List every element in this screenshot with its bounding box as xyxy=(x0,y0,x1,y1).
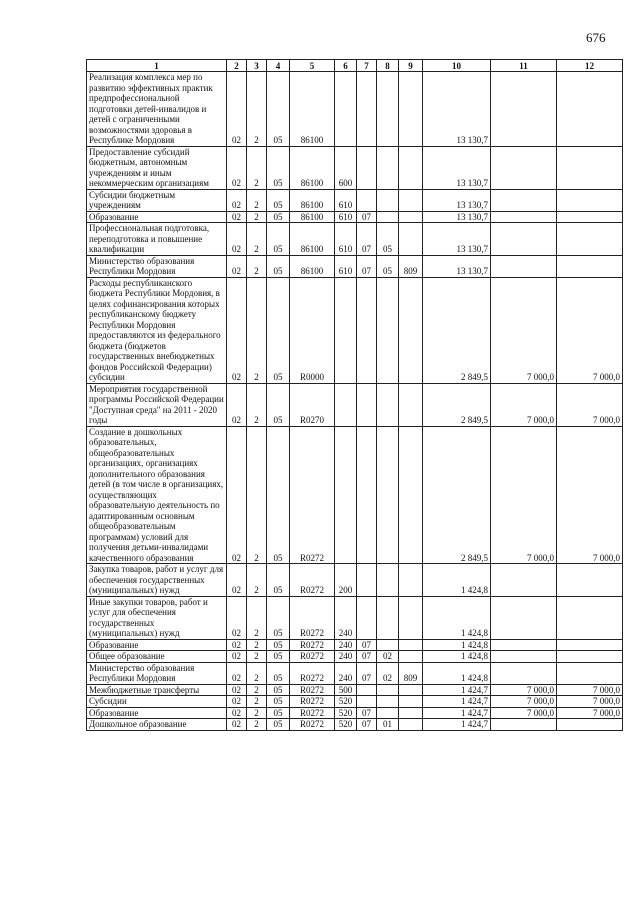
cell-code-8: 02 xyxy=(377,651,399,663)
cell-code-5: 86100 xyxy=(290,72,335,147)
cell-code-9 xyxy=(399,277,423,383)
cell-code-6 xyxy=(335,277,357,383)
cell-amount-10: 2 849,5 xyxy=(423,277,491,383)
cell-code-5: 86100 xyxy=(290,146,335,189)
row-name: Профессиональная подготовка, переподготовка и повышение квалификации xyxy=(87,223,227,256)
table-row xyxy=(87,223,623,256)
cell-code-2: 02 xyxy=(227,662,247,684)
cell-code-8 xyxy=(377,189,399,211)
table-row xyxy=(87,426,623,564)
cell-code-4: 05 xyxy=(267,684,290,696)
table-body xyxy=(87,72,623,731)
cell-code-2: 02 xyxy=(227,146,247,189)
cell-code-6: 610 xyxy=(335,211,357,223)
row-name: Общее образование xyxy=(87,651,227,663)
cell-code-3: 2 xyxy=(247,277,267,383)
cell-code-7: 07 xyxy=(357,211,377,223)
cell-amount-11 xyxy=(491,72,557,147)
cell-code-9 xyxy=(399,223,423,256)
cell-code-3: 2 xyxy=(247,707,267,719)
cell-code-7: 07 xyxy=(357,651,377,663)
cell-code-4: 05 xyxy=(267,223,290,256)
cell-amount-12 xyxy=(557,596,623,639)
cell-amount-12 xyxy=(557,564,623,597)
cell-code-6: 610 xyxy=(335,189,357,211)
cell-code-5: R0000 xyxy=(290,277,335,383)
cell-code-7 xyxy=(357,146,377,189)
cell-code-9 xyxy=(399,189,423,211)
cell-code-8 xyxy=(377,596,399,639)
cell-code-8 xyxy=(377,146,399,189)
row-name: Расходы республиканского бюджета Республики Мордовия, в целях софинансирования которых республиканскому бюджету Республики Мордовия предоставляются из федерального бюджета (бюджетов государственных внебюджетных фондов Российской Федерации) субсидии xyxy=(87,277,227,383)
cell-amount-11 xyxy=(491,564,557,597)
cell-amount-10: 2 849,5 xyxy=(423,426,491,564)
cell-code-4: 05 xyxy=(267,277,290,383)
row-name: Министерство образования Республики Мордовия xyxy=(87,255,227,277)
cell-code-8: 01 xyxy=(377,719,399,731)
cell-amount-11 xyxy=(491,146,557,189)
cell-amount-11 xyxy=(491,211,557,223)
cell-amount-10: 1 424,7 xyxy=(423,719,491,731)
cell-amount-12 xyxy=(557,72,623,147)
cell-code-6: 200 xyxy=(335,564,357,597)
row-name: Межбюджетные трансферты xyxy=(87,684,227,696)
row-name: Дошкольное образование xyxy=(87,719,227,731)
cell-code-7: 07 xyxy=(357,223,377,256)
row-name: Субсидии xyxy=(87,696,227,708)
cell-code-7 xyxy=(357,383,377,426)
cell-amount-12 xyxy=(557,255,623,277)
cell-code-2: 02 xyxy=(227,255,247,277)
table-row xyxy=(87,383,623,426)
header-cell: 2 xyxy=(227,60,247,72)
cell-amount-12: 7 000,0 xyxy=(557,277,623,383)
header-cell: 3 xyxy=(247,60,267,72)
cell-code-2: 02 xyxy=(227,596,247,639)
cell-code-4: 05 xyxy=(267,383,290,426)
row-name: Закупка товаров, работ и услуг для обеспечения государственных (муниципальных) нужд xyxy=(87,564,227,597)
cell-code-3: 2 xyxy=(247,426,267,564)
cell-code-9 xyxy=(399,383,423,426)
cell-code-8 xyxy=(377,426,399,564)
cell-amount-10: 1 424,7 xyxy=(423,696,491,708)
cell-amount-12 xyxy=(557,189,623,211)
cell-code-5: R0270 xyxy=(290,383,335,426)
cell-code-6 xyxy=(335,426,357,564)
cell-amount-11 xyxy=(491,651,557,663)
cell-code-7 xyxy=(357,564,377,597)
cell-amount-12 xyxy=(557,223,623,256)
cell-amount-10: 13 130,7 xyxy=(423,72,491,147)
cell-code-2: 02 xyxy=(227,426,247,564)
row-name: Создание в дошкольных образовательных, общеобразовательных организациях, организациях дополнительного образования детей (в том числе в организациях, осуществляющих образовательную деятельность по адаптированным основным общеобразовательным программам) условий для получения детьми-инвалидами качественного образования xyxy=(87,426,227,564)
cell-amount-12 xyxy=(557,662,623,684)
cell-code-8 xyxy=(377,639,399,651)
cell-code-9 xyxy=(399,146,423,189)
page-number: 676 xyxy=(586,30,606,45)
cell-code-2: 02 xyxy=(227,707,247,719)
table-row xyxy=(87,189,623,211)
row-name: Реализация комплекса мер по развитию эффективных практик предпрофессиональной подготовки детей-инвалидов и детей с ограниченными возможностями здоровья в Республике Мордовия xyxy=(87,72,227,147)
cell-code-6 xyxy=(335,72,357,147)
table-row xyxy=(87,719,623,731)
row-name: Образование xyxy=(87,211,227,223)
header-cell: 6 xyxy=(335,60,357,72)
cell-code-8 xyxy=(377,707,399,719)
cell-code-8 xyxy=(377,564,399,597)
cell-code-4: 05 xyxy=(267,426,290,564)
cell-amount-10: 1 424,8 xyxy=(423,662,491,684)
cell-amount-10: 1 424,8 xyxy=(423,651,491,663)
header-cell: 5 xyxy=(290,60,335,72)
table-row xyxy=(87,696,623,708)
cell-code-5: R0272 xyxy=(290,684,335,696)
cell-amount-12 xyxy=(557,651,623,663)
cell-code-6: 240 xyxy=(335,651,357,663)
cell-code-7: 07 xyxy=(357,707,377,719)
cell-code-7 xyxy=(357,72,377,147)
cell-code-7: 07 xyxy=(357,662,377,684)
cell-amount-11 xyxy=(491,223,557,256)
cell-code-9 xyxy=(399,596,423,639)
cell-amount-11: 7 000,0 xyxy=(491,426,557,564)
cell-code-2: 02 xyxy=(227,223,247,256)
cell-code-4: 05 xyxy=(267,146,290,189)
cell-amount-10: 2 849,5 xyxy=(423,383,491,426)
cell-code-7 xyxy=(357,696,377,708)
table-row xyxy=(87,596,623,639)
cell-amount-10: 1 424,7 xyxy=(423,707,491,719)
cell-code-9 xyxy=(399,719,423,731)
cell-code-2: 02 xyxy=(227,72,247,147)
cell-code-2: 02 xyxy=(227,639,247,651)
cell-amount-10: 13 130,7 xyxy=(423,146,491,189)
cell-code-2: 02 xyxy=(227,651,247,663)
cell-amount-11: 7 000,0 xyxy=(491,277,557,383)
cell-amount-11 xyxy=(491,596,557,639)
cell-code-4: 05 xyxy=(267,639,290,651)
cell-code-7 xyxy=(357,684,377,696)
table-row xyxy=(87,707,623,719)
cell-amount-11: 7 000,0 xyxy=(491,707,557,719)
table-row xyxy=(87,277,623,383)
cell-amount-10: 13 130,7 xyxy=(423,211,491,223)
cell-code-3: 2 xyxy=(247,383,267,426)
cell-code-5: 86100 xyxy=(290,223,335,256)
header-cell: 10 xyxy=(423,60,491,72)
cell-code-5: 86100 xyxy=(290,255,335,277)
cell-amount-11: 7 000,0 xyxy=(491,383,557,426)
cell-code-4: 05 xyxy=(267,211,290,223)
cell-amount-11 xyxy=(491,255,557,277)
cell-code-4: 05 xyxy=(267,255,290,277)
cell-code-8 xyxy=(377,383,399,426)
cell-code-5: R0272 xyxy=(290,719,335,731)
cell-code-7 xyxy=(357,277,377,383)
cell-code-9: 809 xyxy=(399,255,423,277)
cell-code-9: 809 xyxy=(399,662,423,684)
cell-code-5: 86100 xyxy=(290,211,335,223)
table-row xyxy=(87,211,623,223)
row-name: Иные закупки товаров, работ и услуг для обеспечения государственных (муниципальных) нужд xyxy=(87,596,227,639)
cell-code-5: R0272 xyxy=(290,596,335,639)
header-cell: 4 xyxy=(267,60,290,72)
table-row xyxy=(87,651,623,663)
cell-code-6: 240 xyxy=(335,639,357,651)
cell-amount-11 xyxy=(491,719,557,731)
cell-amount-12: 7 000,0 xyxy=(557,383,623,426)
cell-code-8: 05 xyxy=(377,223,399,256)
cell-code-6: 240 xyxy=(335,596,357,639)
cell-code-4: 05 xyxy=(267,707,290,719)
row-name: Субсидии бюджетным учреждениям xyxy=(87,189,227,211)
cell-amount-10: 1 424,7 xyxy=(423,684,491,696)
cell-code-9 xyxy=(399,211,423,223)
cell-code-4: 05 xyxy=(267,651,290,663)
cell-code-2: 02 xyxy=(227,189,247,211)
cell-code-5: 86100 xyxy=(290,189,335,211)
cell-code-9 xyxy=(399,707,423,719)
cell-code-2: 02 xyxy=(227,696,247,708)
cell-amount-10: 13 130,7 xyxy=(423,255,491,277)
cell-code-5: R0272 xyxy=(290,639,335,651)
cell-code-9 xyxy=(399,684,423,696)
cell-code-3: 2 xyxy=(247,189,267,211)
cell-amount-12: 7 000,0 xyxy=(557,426,623,564)
table-row xyxy=(87,146,623,189)
cell-amount-10: 13 130,7 xyxy=(423,189,491,211)
cell-code-4: 05 xyxy=(267,72,290,147)
cell-code-4: 05 xyxy=(267,564,290,597)
cell-code-4: 05 xyxy=(267,596,290,639)
cell-code-3: 2 xyxy=(247,146,267,189)
cell-amount-11: 7 000,0 xyxy=(491,684,557,696)
header-row xyxy=(87,60,623,72)
table-row xyxy=(87,684,623,696)
cell-code-4: 05 xyxy=(267,189,290,211)
cell-code-6: 610 xyxy=(335,223,357,256)
cell-code-3: 2 xyxy=(247,72,267,147)
cell-code-2: 02 xyxy=(227,277,247,383)
cell-code-8 xyxy=(377,277,399,383)
cell-amount-10: 13 130,7 xyxy=(423,223,491,256)
cell-code-9 xyxy=(399,639,423,651)
cell-code-8 xyxy=(377,684,399,696)
cell-amount-11: 7 000,0 xyxy=(491,696,557,708)
cell-amount-12 xyxy=(557,146,623,189)
cell-code-3: 2 xyxy=(247,639,267,651)
cell-code-2: 02 xyxy=(227,383,247,426)
cell-code-3: 2 xyxy=(247,719,267,731)
cell-code-6: 520 xyxy=(335,696,357,708)
header-cell: 12 xyxy=(557,60,623,72)
row-name: Мероприятия государственной программы Российской Федерации "Доступная среда" на 2011 - 2020 годы xyxy=(87,383,227,426)
cell-code-2: 02 xyxy=(227,719,247,731)
cell-code-7 xyxy=(357,596,377,639)
cell-code-4: 05 xyxy=(267,662,290,684)
cell-code-3: 2 xyxy=(247,596,267,639)
row-name: Образование xyxy=(87,639,227,651)
cell-code-2: 02 xyxy=(227,211,247,223)
cell-code-4: 05 xyxy=(267,696,290,708)
cell-amount-11 xyxy=(491,189,557,211)
header-cell: 1 xyxy=(87,60,227,72)
cell-code-6: 600 xyxy=(335,146,357,189)
cell-amount-12: 7 000,0 xyxy=(557,707,623,719)
cell-code-5: R0272 xyxy=(290,651,335,663)
cell-code-8 xyxy=(377,696,399,708)
cell-code-2: 02 xyxy=(227,684,247,696)
cell-code-3: 2 xyxy=(247,696,267,708)
table-row xyxy=(87,662,623,684)
cell-code-6: 610 xyxy=(335,255,357,277)
cell-code-6: 240 xyxy=(335,662,357,684)
cell-code-9 xyxy=(399,696,423,708)
cell-amount-10: 1 424,8 xyxy=(423,639,491,651)
cell-amount-10: 1 424,8 xyxy=(423,564,491,597)
cell-code-5: R0272 xyxy=(290,696,335,708)
row-name: Предоставление субсидий бюджетным, автономным учреждениям и иным некоммерческим организациям xyxy=(87,146,227,189)
row-name: Министерство образования Республики Мордовия xyxy=(87,662,227,684)
cell-code-7 xyxy=(357,189,377,211)
table-row xyxy=(87,639,623,651)
cell-code-5: R0272 xyxy=(290,662,335,684)
cell-amount-12: 7 000,0 xyxy=(557,696,623,708)
cell-code-8: 05 xyxy=(377,255,399,277)
cell-code-8: 02 xyxy=(377,662,399,684)
cell-code-9 xyxy=(399,564,423,597)
cell-amount-12 xyxy=(557,211,623,223)
cell-code-9 xyxy=(399,72,423,147)
cell-code-3: 2 xyxy=(247,255,267,277)
cell-code-8 xyxy=(377,211,399,223)
cell-code-6: 500 xyxy=(335,684,357,696)
cell-code-3: 2 xyxy=(247,211,267,223)
cell-code-8 xyxy=(377,72,399,147)
header-cell: 8 xyxy=(377,60,399,72)
cell-amount-12: 7 000,0 xyxy=(557,684,623,696)
cell-code-6: 520 xyxy=(335,707,357,719)
cell-code-3: 2 xyxy=(247,684,267,696)
cell-code-9 xyxy=(399,651,423,663)
cell-code-6 xyxy=(335,383,357,426)
cell-amount-11 xyxy=(491,639,557,651)
header-cell: 7 xyxy=(357,60,377,72)
cell-code-5: R0272 xyxy=(290,707,335,719)
cell-code-6: 520 xyxy=(335,719,357,731)
cell-code-3: 2 xyxy=(247,651,267,663)
row-name: Образование xyxy=(87,707,227,719)
cell-amount-11 xyxy=(491,662,557,684)
cell-code-7 xyxy=(357,426,377,564)
cell-code-2: 02 xyxy=(227,564,247,597)
table-row xyxy=(87,564,623,597)
cell-amount-12 xyxy=(557,639,623,651)
cell-code-3: 2 xyxy=(247,223,267,256)
cell-code-7: 07 xyxy=(357,255,377,277)
cell-code-9 xyxy=(399,426,423,564)
cell-code-5: R0272 xyxy=(290,564,335,597)
cell-code-3: 2 xyxy=(247,564,267,597)
cell-code-7: 07 xyxy=(357,719,377,731)
cell-code-5: R0272 xyxy=(290,426,335,564)
cell-code-7: 07 xyxy=(357,639,377,651)
budget-table xyxy=(86,59,623,731)
table-row xyxy=(87,72,623,147)
header-cell: 9 xyxy=(399,60,423,72)
cell-amount-10: 1 424,8 xyxy=(423,596,491,639)
cell-code-3: 2 xyxy=(247,662,267,684)
table-row xyxy=(87,255,623,277)
cell-amount-12 xyxy=(557,719,623,731)
header-cell: 11 xyxy=(491,60,557,72)
cell-code-4: 05 xyxy=(267,719,290,731)
